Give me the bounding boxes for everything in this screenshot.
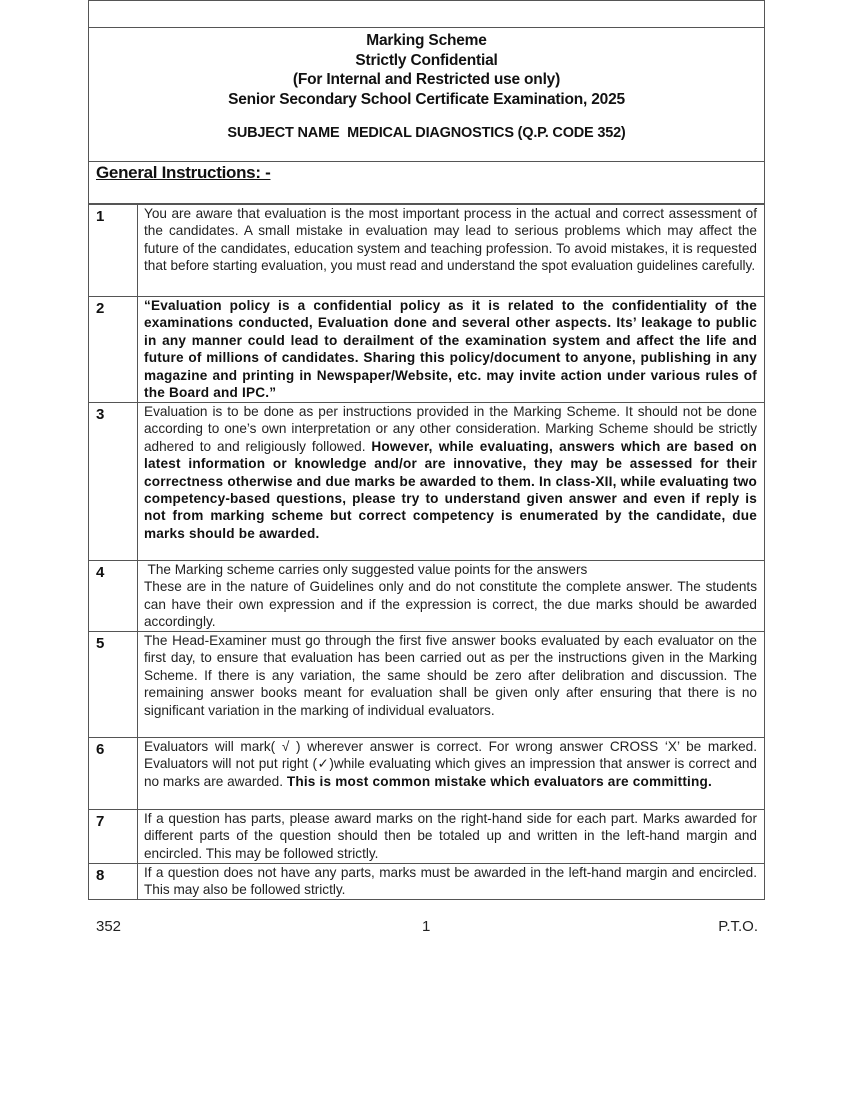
marking-scheme-page [88, 0, 765, 900]
instruction-number: 4 [89, 561, 138, 632]
table-row [89, 297, 765, 403]
instruction-first-line: The Marking scheme carries only suggested value points for the answers [144, 562, 588, 577]
header-confidential: Strictly Confidential [355, 51, 498, 69]
footer-page-number: 1 [422, 918, 431, 935]
table-row [89, 561, 765, 632]
instruction-text [138, 632, 765, 738]
instruction-text [138, 561, 765, 632]
instruction-text [138, 738, 765, 810]
general-instructions-heading: General Instructions: - [96, 163, 271, 182]
instruction-bold-text: This is most common mistake which evaluators are committing. [286, 773, 713, 789]
table-row [89, 403, 765, 561]
header-subject [89, 125, 764, 141]
table-row [89, 632, 765, 738]
instruction-bold-text: However, while evaluating, answers which are based on latest information or knowledge and/or are innovative, they may be assessed for their correctness otherwise and due marks be awarded to them. In class-XII, while evaluating two competency-based questions, please try to understand given answer and even if reply is not from marking scheme but correct competency is enumerated by the candidate, due marks should be awarded. [144, 438, 757, 541]
instruction-number: 1 [89, 205, 138, 297]
instruction-number: 8 [89, 864, 138, 900]
instruction-normal-text: You are aware that evaluation is the most important process in the actual and correct assessment of the candidates. A small mistake in evaluation may lead to serious problems which may affect the future of the candidates, education system and teaching profession. To avoid mistakes, it is requested that before starting evaluation, you must read and understand the spot evaluation guidelines carefully. [144, 206, 757, 274]
instruction-normal-text: The Head-Examiner must go through the first five answer books evaluated by each evaluator on the first day, to ensure that evaluation has been carried out as per the instructions given in the Marking Scheme. If there is any variation, the same should be zero after delibration and discussion. The remaining answer books meant for evaluation shall be given only after ensuring that there is no significant variation in the marking of individual evaluators. [144, 633, 757, 718]
header-restricted: (For Internal and Restricted use only) [292, 71, 561, 88]
footer-pto: P.T.O. [718, 918, 758, 935]
instruction-normal-text: If a question does not have any parts, marks must be awarded in the left-hand margin and encircled. This may also be followed strictly. [144, 865, 757, 898]
instruction-text [138, 810, 765, 864]
header-title: Marking Scheme [366, 32, 487, 49]
table-row [89, 864, 765, 900]
subject-text: SUBJECT NAME MEDICAL DIAGNOSTICS (Q.P. CODE 352) [227, 125, 626, 141]
instruction-normal-text: Evaluators will mark( √ ) wherever answer is correct. For wrong answer CROSS ‘X’ be marked. Evaluators will not put right (✓)while evaluating which gives an impression that answer is correct and no marks are awarded. [144, 739, 757, 789]
instruction-normal-text: These are in the nature of Guidelines only and do not constitute the complete answer. The students can have their own expression and if the expression is correct, the due marks should be awarded accordingly. [144, 579, 757, 630]
instruction-number: 3 [89, 403, 138, 561]
instruction-number: 7 [89, 810, 138, 864]
instruction-text [138, 864, 765, 900]
instruction-normal-text: If a question has parts, please award marks on the right-hand side for each part. Marks awarded for different parts of the question should then be totaled up and written in the left-hand margin and encircled. This may be followed strictly. [144, 811, 757, 861]
table-row [89, 810, 765, 864]
instruction-number: 5 [89, 632, 138, 738]
general-instructions-heading-row [88, 162, 765, 204]
instruction-text [138, 205, 765, 297]
instruction-text [138, 403, 765, 561]
document-header [88, 28, 765, 162]
header-exam: Senior Secondary School Certificate Examination, 2025 [228, 90, 625, 108]
instruction-normal-text: Evaluation is to be done as per instructions provided in the Marking Scheme. It should not be done according to one’s own interpretation or any other consideration. Marking Scheme should be strictly adhered to and religiously followed. [144, 404, 757, 454]
table-row [89, 738, 765, 810]
table-row [89, 205, 765, 297]
instruction-number: 2 [89, 297, 138, 403]
footer-code: 352 [96, 918, 122, 935]
blank-top-row [88, 0, 765, 28]
instruction-number: 6 [89, 738, 138, 810]
instruction-text [138, 297, 765, 403]
instruction-bold-text: “Evaluation policy is a confidential policy as it is related to the confidentiality of the examinations conducted, Evaluation done and several other aspects. Its’ leakage to public in any manner could lead to derailment of the examination system and affect the life and future of millions of candidates. Sharing this policy/document to anyone, publishing in any magazine and printing in Newspaper/Website, etc. may invite action under various rules of the Board and IPC.” [144, 298, 757, 401]
instructions-table [88, 204, 765, 900]
